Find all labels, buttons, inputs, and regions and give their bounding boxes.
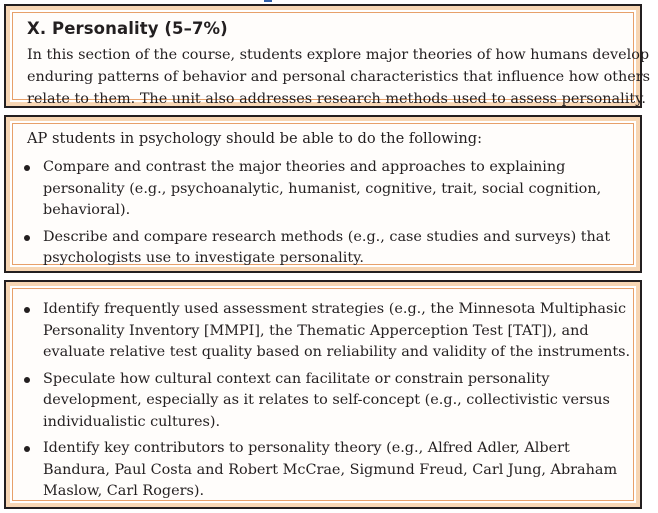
list-item-line: behavioral). [43,202,131,218]
objectives-list-1 [23,157,627,270]
section-heading: X. Personality (5–7%) [27,19,228,38]
section-overview-inner [12,12,651,107]
list-item-line: individualistic cultures). [43,413,221,430]
objectives-list-2 [23,299,631,508]
list-item [23,227,627,270]
list-item [23,438,627,503]
list-item-line: development, especially as it relates to self-concept (e.g., collectivistic versus [43,392,610,408]
list-item-line: Speculate how cultural context can facilitate or constrain personality [43,370,550,387]
list-item-line: Identify frequently used assessment strategies (e.g., the Minnesota Multiphasic [43,301,627,317]
list-item-line: Compare and contrast the major theories and approaches to explaining [43,159,566,175]
list-item [23,299,631,364]
cropped-link-fragment [264,0,272,2]
bullet-icon [24,446,30,452]
list-item-line: psychologists use to investigate personality. [43,250,364,266]
list-item [23,369,627,434]
objectives-box-1 [4,115,642,273]
objectives-box-2-inner [12,288,634,501]
description-line: In this section of the course, students explore major theories of how humans develop [27,47,650,63]
top-crop-edge [4,0,654,3]
section-description [27,44,651,110]
objectives-box-1-inner [12,123,634,265]
bullet-icon [24,377,30,383]
description-line: enduring patterns of behavior and personal characteristics that influence how others [27,69,651,85]
list-item-line: Personality Inventory [MMPI], the Thematic Apperception Test [TAT]), and [43,322,589,339]
list-item [23,157,627,222]
list-item-line: Identify key contributors to personality theory (e.g., Alfred Adler, Albert [43,440,570,456]
list-item-line: Bandura, Paul Costa and Robert McCrae, Sigmund Freud, Carl Jung, Abraham [43,461,618,478]
section-overview-box [4,4,651,108]
bullet-icon [24,235,30,241]
objectives-box-2 [4,280,642,509]
list-item-line: Maslow, Carl Rogers). [43,483,205,499]
objectives-intro: AP students in psychology should be able to do the following: [27,130,482,147]
description-line: relate to them. The unit also addresses research methods used to assess personality. [27,91,646,107]
list-item-line: personality (e.g., psychoanalytic, humanist, cognitive, trait, social cognition, [43,180,602,197]
list-item-line: evaluate relative test quality based on reliability and validity of the instruments. [43,344,631,360]
bullet-icon [24,165,30,171]
bullet-icon [24,307,30,313]
list-item-line: Describe and compare research methods (e.g., case studies and surveys) that [43,228,611,245]
